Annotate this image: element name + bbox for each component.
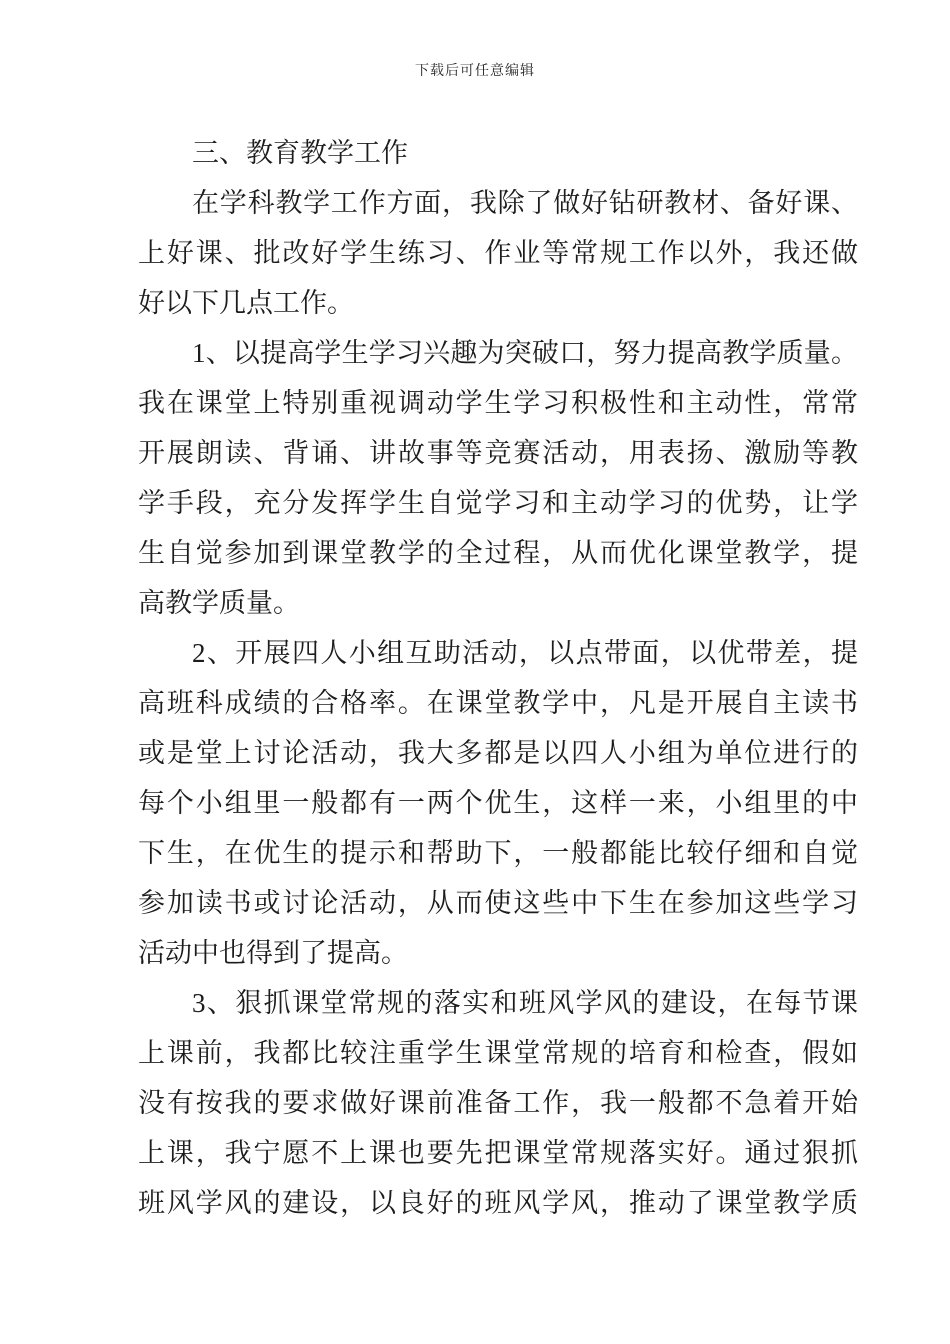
text-line: 学手段，充分发挥学生自觉学习和主动学习的优势，让学 <box>138 488 858 518</box>
text-line: 高教学质量。 <box>138 588 300 618</box>
text-line: 生自觉参加到课堂教学的全过程，从而优化课堂教学，提 <box>138 538 858 568</box>
text-line: 每个小组里一般都有一两个优生，这样一来，小组里的中 <box>138 788 858 818</box>
text-line: 上课，我宁愿不上课也要先把课堂常规落实好。通过狠抓 <box>138 1138 858 1168</box>
text-line: 开展朗读、背诵、讲故事等竞赛活动，用表扬、激励等教 <box>138 438 858 468</box>
text-line: 3、狠抓课堂常规的落实和班风学风的建设，在每节课 <box>192 988 858 1018</box>
text-line: 三、教育教学工作 <box>192 138 408 168</box>
text-line: 我在课堂上特别重视调动学生学习积极性和主动性，常常 <box>138 388 858 418</box>
text-line: 2、开展四人小组互助活动，以点带面，以优带差，提 <box>192 638 858 668</box>
text-line: 在学科教学工作方面，我除了做好钻研教材、备好课、 <box>192 188 858 218</box>
text-line: 1、以提高学生学习兴趣为突破口，努力提高教学质量。 <box>192 338 858 368</box>
text-line: 上好课、批改好学生练习、作业等常规工作以外，我还做 <box>138 238 858 268</box>
page-header-note: 下载后可任意编辑 <box>415 64 535 79</box>
text-line: 班风学风的建设，以良好的班风学风，推动了课堂教学质 <box>138 1188 858 1218</box>
text-line: 没有按我的要求做好课前准备工作，我一般都不急着开始 <box>138 1088 858 1118</box>
text-line: 好以下几点工作。 <box>138 288 354 318</box>
text-line: 参加读书或讨论活动，从而使这些中下生在参加这些学习 <box>138 888 858 918</box>
document-body <box>138 128 858 1228</box>
text-line: 上课前，我都比较注重学生课堂常规的培育和检查，假如 <box>138 1038 858 1068</box>
text-line: 下生，在优生的提示和帮助下，一般都能比较仔细和自觉 <box>138 838 858 868</box>
text-line: 高班科成绩的合格率。在课堂教学中，凡是开展自主读书 <box>138 688 858 718</box>
text-line: 或是堂上讨论活动，我大多都是以四人小组为单位进行的 <box>138 738 858 768</box>
text-line: 活动中也得到了提高。 <box>138 938 408 968</box>
